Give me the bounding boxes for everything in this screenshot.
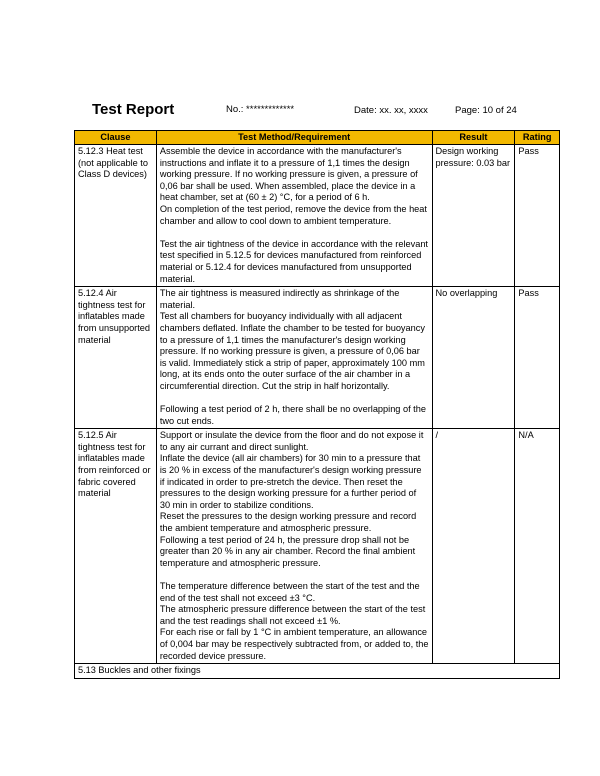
paragraph-spacer	[160, 392, 429, 404]
method-paragraph: Inflate the device (all air chambers) for 30 min to a pressure that is 20 % in excess of the manufacturer's design working pressure if indicated in order to pre-stretch the device. Then reset the pressures to the design working pressure for a further period of 30 min in order to stabilize conditions.	[159, 453, 422, 510]
section-heading-cell: 5.13 Buckles and other fixings	[75, 664, 560, 679]
method-cell	[156, 145, 432, 287]
table-row	[75, 287, 560, 429]
result-cell: No overlapping	[432, 287, 515, 429]
method-paragraph: The temperature difference between the start of the test and the end of the test shall not exceed ±3 °C.	[159, 580, 420, 603]
report-title: Test Report	[92, 101, 175, 118]
test-report-table	[74, 130, 560, 679]
table-row	[75, 145, 560, 287]
method-paragraph: Test all chambers for buoyancy individually with all adjacent chambers deflated. Inflate the chamber to be tested for buoyancy to a pressure of 1,1 times the manufacturer's design working pressure. If no working pressure is given, a pressure of 0,06 bar is valid. Immediately stick a strip of paper, approximately 100 mm long, at its ends onto the outer surface of the air chamber in a circumferential direction. Cut the strip in half horizontally.	[159, 311, 425, 391]
method-paragraph: On completion of the test period, remove the device from the heat chamber and allow to cool down to ambient temperature.	[159, 203, 427, 226]
column-header-rating: Rating	[515, 131, 560, 145]
paragraph-spacer	[160, 569, 429, 581]
table-row	[75, 429, 560, 664]
method-paragraph: The air tightness is measured indirectly as shrinkage of the material.	[159, 288, 400, 310]
page-number: Page: 10 of 24	[455, 105, 517, 116]
paragraph-spacer	[160, 227, 429, 239]
method-paragraph: Assemble the device in accordance with the manufacturer's instructions and inflate it to a pressure of 1,1 times the design working pressure. If no working pressure is given, a pressure of 0,06 bar shall be used. When assembled, place the device in a heat chamber, set at (60 ± 2) °C, for a period of 6 h.	[159, 146, 418, 203]
rating-cell: Pass	[515, 145, 560, 287]
result-cell: /	[432, 429, 515, 664]
column-header-clause: Clause	[75, 131, 157, 145]
method-paragraph: Following a test period of 24 h, the pressure drop shall not be greater than 20 % in any air chamber. Record the final ambient temperature and atmospheric pressure.	[159, 534, 416, 568]
method-paragraph: Following a test period of 2 h, there shall be no overlapping of the two cut ends.	[159, 404, 426, 426]
report-date: Date: xx. xx, xxxx	[354, 105, 428, 116]
method-cell	[156, 287, 432, 429]
column-header-result: Result	[432, 131, 515, 145]
clause-cell: 5.12.3 Heat test (not applicable to Class D devices)	[75, 145, 157, 287]
table-header-row	[75, 131, 560, 145]
method-paragraph: Reset the pressures to the design working pressure and record the ambient temperature and atmospheric pressure.	[159, 511, 417, 533]
method-paragraph: The atmospheric pressure difference between the start of the test and the test readings shall not exceed ±1 %.	[159, 604, 426, 626]
rating-cell: N/A	[515, 429, 560, 664]
column-header-method: Test Method/Requirement	[156, 131, 432, 145]
report-number: No.: *************	[226, 104, 295, 115]
section-row	[75, 664, 560, 679]
method-cell	[156, 429, 432, 664]
method-paragraph: Support or insulate the device from the floor and do not expose it to any air currant and direct sunlight.	[159, 430, 424, 452]
method-paragraph: For each rise or fall by 1 °C in ambient temperature, an allowance of 0,004 bar may be respectively subtracted from, or added to, the recorded device pressure.	[159, 627, 429, 661]
clause-cell: 5.12.4 Air tightness test for inflatables made from unsupported material	[75, 287, 157, 429]
method-paragraph: Test the air tightness of the device in accordance with the relevant test specified in 5.12.5 for devices manufactured from reinforced material or 5.12.4 for devices manufactured from unsupported material.	[159, 238, 428, 284]
result-cell: Design working pressure: 0.03 bar	[432, 145, 515, 287]
rating-cell: Pass	[515, 287, 560, 429]
clause-cell: 5.12.5 Air tightness test for inflatables made from reinforced or fabric covered material	[75, 429, 157, 664]
report-header	[0, 101, 600, 121]
